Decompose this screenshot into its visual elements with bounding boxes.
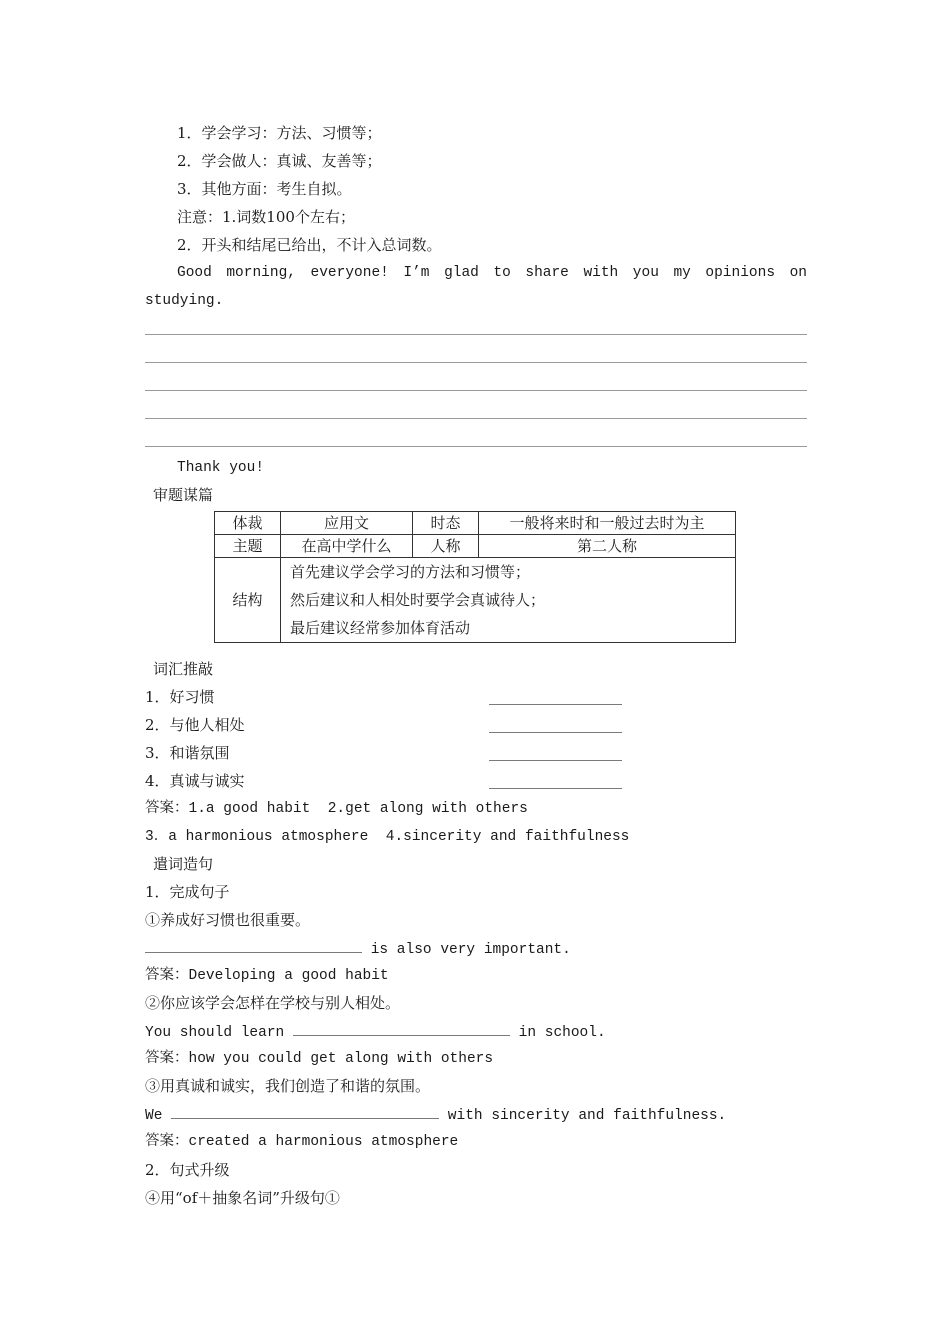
person-value: 第二人称 [479, 535, 736, 558]
opening-word: everyone! [310, 265, 389, 281]
answer-blank[interactable] [293, 1021, 510, 1036]
vocab-blank[interactable] [489, 732, 622, 733]
question-1-line [145, 938, 571, 960]
answer-2: 答案：how you could get along with others [145, 1051, 494, 1067]
question-2-tail: in school. [509, 1025, 606, 1041]
vocab-answer-1: 答案：1.a good habit 2.get along with others [145, 801, 528, 817]
writing-line[interactable] [145, 390, 807, 391]
question-2: ②你应该学会怎样在学校与别人相处。 [145, 994, 401, 1012]
question-2-line [145, 1021, 606, 1043]
sentences-heading: 遣词造句 [153, 855, 214, 873]
vocab-blank[interactable] [489, 760, 622, 761]
structure-value [281, 558, 736, 643]
vocab-answer-2: 3．a harmonious atmosphere 4.sincerity and faithfulness [145, 829, 630, 845]
tense-value: 一般将来时和一般过去时为主 [479, 512, 736, 535]
structure-line: 然后建议和人相处时要学会真诚待人； [290, 591, 546, 609]
opening-word: on [789, 265, 807, 281]
opening-word: I’m [403, 265, 430, 281]
opening-word: you [632, 265, 659, 281]
structure-label: 结构 [215, 558, 281, 643]
intro-item-1: 1．学会学习：方法、习惯等； [177, 124, 382, 142]
vocab-heading: 词汇推敲 [153, 660, 214, 678]
question-3-tail: with sincerity and faithfulness. [439, 1108, 727, 1124]
analysis-table [214, 511, 736, 643]
note-2: 2．开头和结尾已给出，不计入总词数。 [177, 236, 442, 254]
genre-value: 应用文 [281, 512, 413, 535]
structure-line: 最后建议经常参加体育活动 [290, 619, 471, 637]
closing-line: Thank you! [177, 460, 265, 476]
structure-line: 首先建议学会学习的方法和习惯等； [290, 563, 531, 581]
tense-label: 时态 [413, 512, 479, 535]
answer-3: 答案：created a harmonious atmosphere [145, 1134, 459, 1150]
opening-word: to [493, 265, 511, 281]
question-1-tail: is also very important. [362, 942, 571, 958]
opening-line-2: studying. [145, 293, 224, 309]
opening-line [177, 263, 807, 283]
answer-blank[interactable] [145, 938, 362, 953]
answer-1: 答案：Developing a good habit [145, 968, 389, 984]
question-3-head: We [145, 1108, 172, 1124]
genre-label: 体裁 [215, 512, 281, 535]
writing-line[interactable] [145, 362, 807, 363]
question-3-line [145, 1104, 726, 1126]
vocab-item: 2．与他人相处 [145, 716, 245, 734]
vocab-blank[interactable] [489, 788, 622, 789]
topic-value: 在高中学什么 [281, 535, 413, 558]
opening-word: my [673, 265, 691, 281]
writing-line[interactable] [145, 334, 807, 335]
opening-word: glad [444, 265, 479, 281]
question-3: ③用真诚和诚实，我们创造了和谐的氛围。 [145, 1077, 431, 1095]
question-4: ④用“of＋抽象名词”升级句① [145, 1189, 340, 1207]
vocab-item: 4．真诚与诚实 [145, 772, 245, 790]
answer-blank[interactable] [171, 1104, 439, 1119]
opening-word: morning, [226, 265, 296, 281]
writing-line[interactable] [145, 418, 807, 419]
note-1: 注意：1.词数100个左右； [177, 208, 355, 226]
person-label: 人称 [413, 535, 479, 558]
part1-heading: 1．完成句子 [145, 883, 230, 901]
writing-line[interactable] [145, 446, 807, 447]
topic-label: 主题 [215, 535, 281, 558]
intro-item-2: 2．学会做人：真诚、友善等； [177, 152, 382, 170]
question-2-head: You should learn [145, 1025, 293, 1041]
analysis-heading: 审题谋篇 [153, 486, 214, 504]
opening-word: share [525, 265, 569, 281]
vocab-item: 1．好习惯 [145, 688, 215, 706]
vocab-blank[interactable] [489, 704, 622, 705]
opening-word: with [583, 265, 619, 281]
part2-heading: 2．句式升级 [145, 1161, 230, 1179]
vocab-item: 3．和谐氛围 [145, 744, 230, 762]
opening-word: opinions [705, 265, 776, 281]
question-1: ①养成好习惯也很重要。 [145, 911, 311, 929]
intro-item-3: 3．其他方面：考生自拟。 [177, 180, 352, 198]
opening-word: Good [177, 265, 212, 281]
